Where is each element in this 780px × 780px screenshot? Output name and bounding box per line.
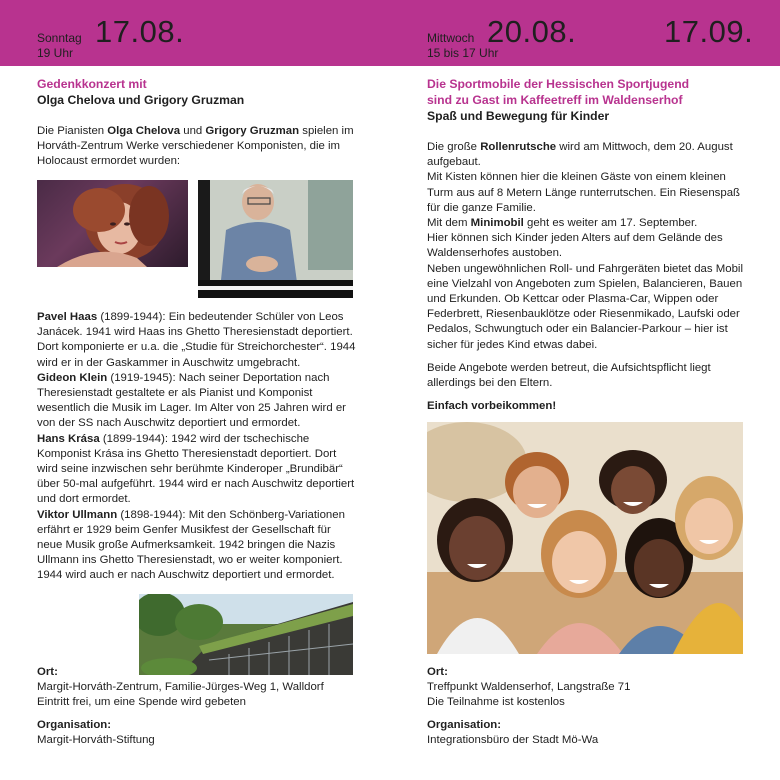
intro-text-2: und <box>180 125 206 137</box>
portrait-woman-icon <box>37 180 188 267</box>
left-column <box>37 76 357 170</box>
left-org-value: Margit-Horváth-Stiftung <box>37 733 155 746</box>
bold-rollenrutsche: Rollenrutsche <box>480 141 557 153</box>
left-date: 17.08. <box>95 14 185 49</box>
composer-name: Viktor Ullmann <box>37 508 118 521</box>
para-text: geht es weiter am 17. September. <box>523 217 698 230</box>
right-ort-label: Ort: <box>427 666 448 678</box>
olga-chelova-photo <box>37 180 188 267</box>
right-subtitle: Spaß und Bewegung für Kinder <box>427 109 610 123</box>
left-ort-line2: Eintritt frei, um eine Spende wird gebeten <box>37 696 246 709</box>
composer-haas <box>37 310 357 371</box>
right-date: 20.08. <box>487 14 577 49</box>
left-title-line1: Gedenkkonzert mit <box>37 77 147 91</box>
intro-bold-grigory: Grigory Gruzman <box>205 125 300 137</box>
composer-klein <box>37 371 357 432</box>
left-day: Sonntag <box>37 31 82 45</box>
children-photo <box>427 422 743 654</box>
left-time: 19 Uhr <box>37 46 74 60</box>
header-band <box>0 0 780 66</box>
left-intro <box>37 124 357 170</box>
children-group-icon <box>427 422 743 654</box>
composer-text: (1899-1944): 1942 wird der tschechische Komponist Krása ins Ghetto Theresienstadt deportiert. Dort wird seine inzwischen sehr berühmte Kinderoper „Brundibär“ über 50-mal aufgeführt. 1944 wird er nach Auschwitz deportiert und dort ermordet. <box>37 432 355 506</box>
right-org-label: Organisation: <box>427 718 502 731</box>
right-day: Mittwoch <box>427 31 475 45</box>
composer-text: (1898-1944): Mit den Schönberg-Variationen erfährt er 1929 beim Genfer Musikfest der Gesellschaft für neue Musik große Aufmerksamkeit. 1942 bringen die Nazis Ullmann ins Ghetto Theresienstadt, wo er weiter komponiert. 1944 wird auch er nach Auschwitz deportiert und ermordet. <box>37 508 345 582</box>
para-text: Mit dem <box>427 217 471 230</box>
right-time: 15 bis 17 Uhr <box>427 46 499 60</box>
portrait-man-piano-icon <box>198 180 353 298</box>
composer-name: Hans Krása <box>37 432 100 445</box>
para-text: wird am Mittwoch, dem 20. August aufgebaut. <box>427 141 733 169</box>
right-para1 <box>427 140 749 353</box>
right-column <box>427 76 749 414</box>
composer-name: Pavel Haas <box>37 311 98 323</box>
right-ort-line1: Treffpunkt Waldenserhof, Langstraße 71 <box>427 681 631 694</box>
left-title-line2: Olga Chelova und Grigory Gruzman <box>37 93 245 107</box>
right-date-2: 17.09. <box>664 14 754 49</box>
left-ort-label: Ort: <box>37 666 58 678</box>
composers-list <box>37 310 357 584</box>
right-para2: Beide Angebote werden betreut, die Aufsichtspflicht liegt allerdings bei den Eltern. <box>427 361 711 390</box>
para-text: Neben ungewöhnlichen Roll- und Fahrgeräten bietet das Mobil eine Vielzahl von Angeboten zum Spielen, Balancieren, Bauen und Erkunden. Ob Kettcar oder Plasma-Car, Wippen oder Federbrett, Riesenbauklötze oder Riesenmikado, Laufski oder Pedalos, Schwungtuch oder ein Balancier-Parkour – hier ist sicher für jedes Kind etwas dabei. <box>427 262 743 351</box>
composer-krasa <box>37 432 357 508</box>
left-footer <box>37 665 367 748</box>
bold-minimobil: Minimobil <box>470 217 524 230</box>
grigory-gruzman-photo <box>198 180 353 298</box>
right-title-line2: sind zu Gast im Kaffeetreff im Waldenserhof <box>427 93 683 107</box>
left-org-label: Organisation: <box>37 718 112 731</box>
right-footer <box>427 665 757 748</box>
composer-name: Gideon Klein <box>37 371 108 384</box>
para-text: Die große <box>427 141 481 153</box>
intro-bold-olga: Olga Chelova <box>107 125 181 137</box>
para-text: Hier können sich Kinder jeden Alters auf dem Gelände des Waldenserhofes austoben. <box>427 232 723 260</box>
right-title-line1: Die Sportmobile der Hessischen Sportjugend <box>427 77 690 91</box>
right-cta: Einfach vorbeikommen! <box>427 400 557 413</box>
left-ort-line1: Margit-Horváth-Zentrum, Familie-Jürges-Weg 1, Walldorf <box>37 681 324 694</box>
composer-text: (1899-1944): Ein bedeutender Schüler von Leos Janácek. 1941 wird Haas ins Ghetto Theresienstadt deportiert. Dort komponierte er u.a. die „Studie für Streichorchester“. 1944 wird er in der Gaskammer in Auschwitz umgebracht. <box>37 311 356 369</box>
para-text: Mit Kisten können hier die kleinen Gäste von einem kleinen Turm aus auf 8 Metern Länge runterrutschen. Ein Riesenspaß für die ganze Familie. <box>427 171 740 214</box>
building-icon <box>139 594 353 675</box>
horvath-zentrum-photo <box>139 594 353 675</box>
right-org-value: Integrationsbüro der Stadt Mö-Wa <box>427 733 599 746</box>
right-ort-line2: Die Teilnahme ist kostenlos <box>427 696 565 709</box>
composer-ullmann <box>37 508 357 584</box>
composer-text: (1919-1945): Nach seiner Deportation nach Theresienstadt gestaltete er als Pianist und Komponist wesentlich die Musik im Lager. Im Alter von 25 Jahren wird er von der SS nach Auschwitz deportiert und ermordet. <box>37 371 346 430</box>
intro-text-3: spielen im Horváth-Zentrum Werke verschiedener Komponisten, die im Holocaust ermordet wurden: <box>37 125 354 168</box>
intro-text-1: Die Pianisten <box>37 125 108 137</box>
